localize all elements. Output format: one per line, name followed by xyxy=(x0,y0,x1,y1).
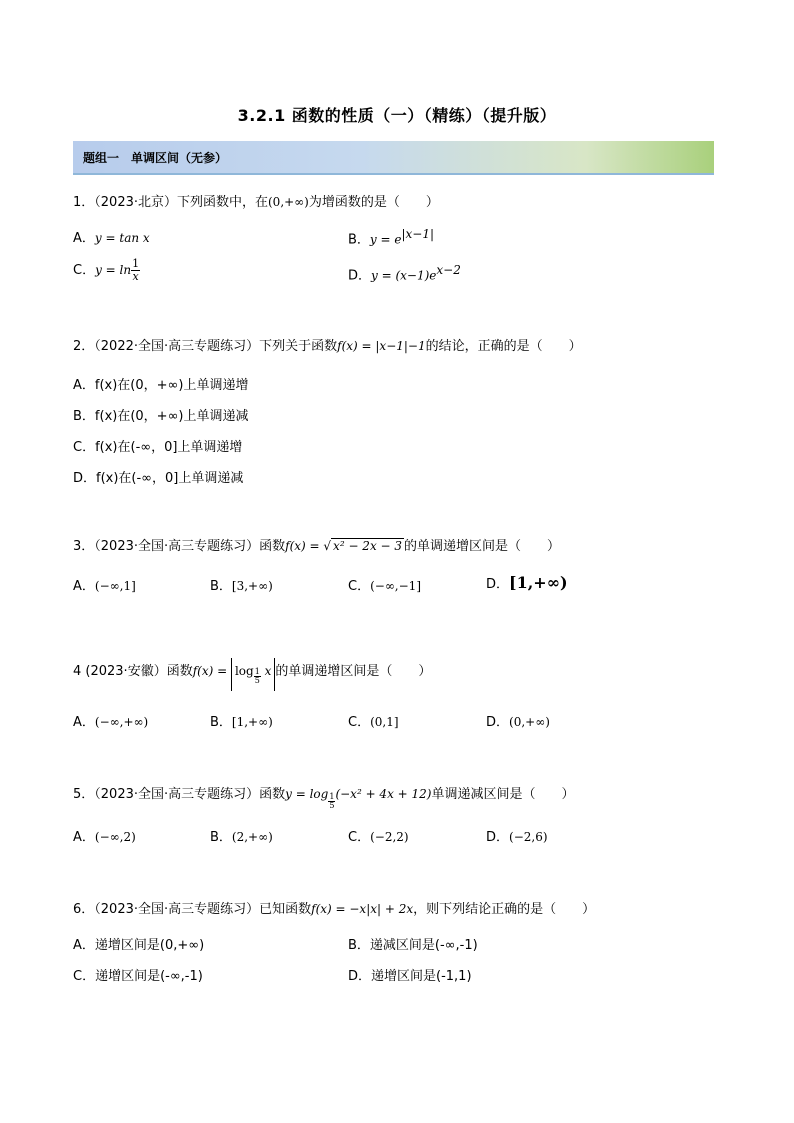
option-value: [3,+∞) xyxy=(231,579,273,593)
option-label: B． xyxy=(210,715,232,730)
q5-option-b xyxy=(210,826,273,845)
question-3-prefix: 3．（2023·全国·高三专题练习）函数 xyxy=(73,539,286,554)
q5-option-d xyxy=(486,826,548,845)
question-6-suffix: ，则下列结论正确的是（ ） xyxy=(413,902,596,917)
question-4-prefix: 4 (2023·安徽）函数 xyxy=(73,664,193,679)
option-label: A． xyxy=(73,231,95,246)
q1-option-b-expr: y = e xyxy=(369,232,402,247)
q1-option-d xyxy=(348,263,461,283)
option-label: D． xyxy=(486,830,510,845)
option-label: B． xyxy=(348,232,370,248)
option-label: D． xyxy=(486,577,510,592)
q2-option-c: C．f(x)在(-∞，0]上单调递增 xyxy=(73,440,243,455)
option-value: (2,+∞) xyxy=(231,830,273,844)
q4-option-a xyxy=(73,711,148,730)
option-value: (−2,6) xyxy=(509,830,548,844)
q2-option-a: A．f(x)在(0，+∞)上单调递增 xyxy=(73,378,249,393)
log-argument: x xyxy=(264,664,272,678)
option-label: A． xyxy=(73,579,95,594)
q3-option-a xyxy=(73,575,136,594)
q3-option-c xyxy=(348,575,421,594)
log-base-fraction xyxy=(254,668,261,685)
sqrt-sign: √ xyxy=(323,539,332,553)
option-value: (−∞,1] xyxy=(94,579,136,593)
question-6 xyxy=(73,898,595,917)
question-4-suffix: 的单调递增区间是（ ） xyxy=(275,664,432,679)
option-value: [1,+∞) xyxy=(509,573,568,592)
question-4 xyxy=(73,658,431,691)
page-title: 3.2.1 函数的性质（一）（精练）（提升版） xyxy=(237,106,557,125)
option-label: D． xyxy=(486,715,510,730)
question-5-log-argument: (−x² + 4x + 12) xyxy=(335,787,432,801)
q2-option-d: D．f(x)在(-∞，0]上单调递减 xyxy=(73,471,244,486)
section-banner xyxy=(73,141,714,175)
q1-option-c xyxy=(73,258,140,283)
log-base-denominator: 5 xyxy=(254,676,260,685)
question-3-suffix: 的单调递增区间是（ ） xyxy=(404,539,561,554)
q1-option-c-expr: y = ln xyxy=(95,263,132,277)
option-label: B． xyxy=(348,938,370,953)
q6-option-c xyxy=(73,965,203,984)
option-value: (−∞,−1] xyxy=(370,579,421,593)
option-value: (−2,2) xyxy=(370,830,409,844)
option-label: A． xyxy=(73,830,95,845)
q6-option-a xyxy=(73,934,204,953)
log-base-numerator: 1 xyxy=(329,792,335,801)
q1-option-a-expr: y = tan x xyxy=(94,231,150,245)
option-label: C． xyxy=(348,579,371,594)
numerator: 1 xyxy=(132,257,140,270)
question-2-function: f(x) = |x−1|−1 xyxy=(337,339,426,353)
q5-option-a xyxy=(73,826,136,845)
option-label: C． xyxy=(73,969,96,984)
option-value: [1,+∞) xyxy=(231,715,273,729)
question-2-suffix: 的结论，正确的是（ ） xyxy=(425,339,582,354)
q1-option-d-expr: y = (x−1)e xyxy=(371,268,437,283)
option-label: D． xyxy=(348,969,372,984)
q3-option-b xyxy=(210,575,273,594)
option-value: 递增区间是(-1,1) xyxy=(371,969,472,984)
question-4-function-left: f(x) = xyxy=(192,664,231,678)
q4-option-c xyxy=(348,711,399,730)
option-label: B． xyxy=(210,579,232,594)
q2-option-b: B．f(x)在(0，+∞)上单调递减 xyxy=(73,409,249,424)
option-label: C． xyxy=(73,263,96,278)
q5-option-c xyxy=(348,826,409,845)
q1-option-b-exponent: |x−1| xyxy=(401,227,435,241)
question-6-function: f(x) = −x|x| + 2x xyxy=(311,902,414,916)
option-value: (−∞,2) xyxy=(94,830,136,844)
option-value: 递增区间是(-∞,-1) xyxy=(95,969,203,984)
denominator: x xyxy=(132,270,139,283)
option-value: 递增区间是(0,+∞) xyxy=(94,938,205,953)
question-6-prefix: 6．（2023·全国·高三专题练习）已知函数 xyxy=(73,902,312,917)
q3-option-d xyxy=(486,573,568,592)
option-label: C． xyxy=(348,715,371,730)
option-value: (0,1] xyxy=(370,715,399,729)
question-3-radicand: x² − 2x − 3 xyxy=(333,539,403,553)
question-2-prefix: 2．（2022·全国·高三专题练习）下列关于函数 xyxy=(73,339,338,354)
question-4-absolute xyxy=(231,658,275,691)
option-label: D． xyxy=(348,268,372,284)
question-5-suffix: 单调递减区间是（ ） xyxy=(431,787,575,802)
question-5-prefix: 5．（2023·全国·高三专题练习）函数 xyxy=(73,787,286,802)
question-3 xyxy=(73,535,560,554)
question-1 xyxy=(73,191,439,210)
option-value: (−∞,+∞) xyxy=(94,715,149,729)
option-value: (0,+∞) xyxy=(509,715,550,729)
question-1-interval: (0,+∞) xyxy=(268,195,309,209)
option-label: B． xyxy=(210,830,232,845)
q4-option-b xyxy=(210,711,273,730)
question-3-function-left: f(x) = xyxy=(285,539,324,553)
log-text: log xyxy=(234,664,254,678)
question-5 xyxy=(73,783,575,810)
option-label: A． xyxy=(73,715,95,730)
q1-option-b xyxy=(348,227,434,247)
question-1-prefix: 1．（2023·北京）下列函数中，在 xyxy=(73,195,268,210)
q1-option-d-exponent: x−2 xyxy=(436,263,461,277)
q6-option-d xyxy=(348,965,472,984)
log-base-denominator: 5 xyxy=(329,801,335,810)
q6-option-b xyxy=(348,934,478,953)
q1-option-c-fraction xyxy=(131,258,140,283)
question-1-suffix: 为增函数的是（ ） xyxy=(308,195,439,210)
question-5-function-left: y = log xyxy=(285,787,329,801)
option-label: C． xyxy=(348,830,371,845)
log-base-numerator: 1 xyxy=(254,667,260,676)
section-heading: 题组一 单调区间（无参） xyxy=(83,151,228,165)
q1-option-a xyxy=(73,227,150,246)
q4-option-d xyxy=(486,711,550,730)
option-value: 递减区间是(-∞,-1) xyxy=(369,938,478,953)
option-label: A． xyxy=(73,938,95,953)
question-2 xyxy=(73,335,582,354)
